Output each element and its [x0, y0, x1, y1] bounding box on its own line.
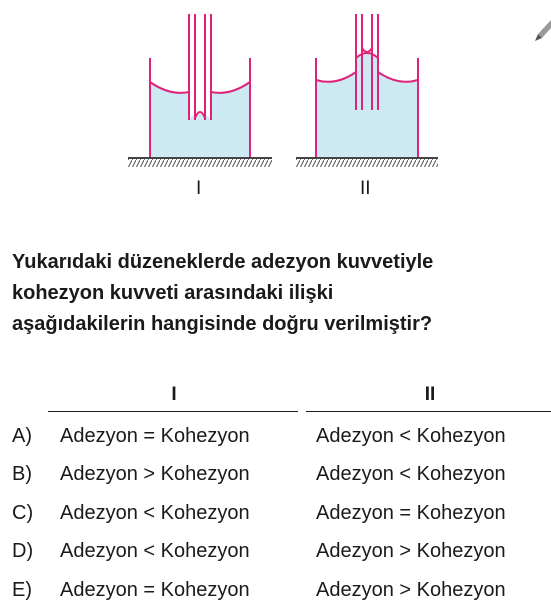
- question-text: [12, 247, 542, 340]
- option-value-ii: Adezyon > Kohezyon: [316, 579, 506, 601]
- setup-ii: [296, 14, 438, 167]
- pencil-icon: [535, 20, 551, 41]
- option-value-ii: Adezyon < Kohezyon: [316, 463, 506, 485]
- option-letter: B): [12, 463, 32, 485]
- question-line: kohezyon kuvveti arasındaki ilişki: [12, 282, 334, 304]
- question-line: Yukarıdaki düzeneklerde adezyon kuvvetiyle: [12, 251, 434, 273]
- option-value-i: Adezyon = Kohezyon: [60, 425, 250, 447]
- option-letter: C): [12, 502, 34, 524]
- question-line: aşağıdakilerin hangisinde doğru verilmiştir?: [12, 313, 433, 335]
- option-value-i: Adezyon < Kohezyon: [60, 540, 250, 562]
- capillary-figure: [0, 0, 551, 215]
- answer-option-a[interactable]: [0, 418, 551, 454]
- option-value-ii: Adezyon > Kohezyon: [316, 540, 506, 562]
- option-value-i: Adezyon = Kohezyon: [60, 579, 250, 601]
- option-letter: D): [12, 540, 34, 562]
- column-rule-ii: [306, 411, 551, 412]
- column-header-i: I: [171, 384, 177, 405]
- figure-label-ii: II: [360, 178, 371, 199]
- option-value-i: Adezyon < Kohezyon: [60, 502, 250, 524]
- option-value-i: Adezyon > Kohezyon: [60, 463, 250, 485]
- answer-option-d[interactable]: [0, 533, 551, 569]
- answer-option-c[interactable]: [0, 495, 551, 531]
- column-header-ii: II: [424, 384, 436, 405]
- answer-option-e[interactable]: [0, 572, 551, 608]
- option-letter: E): [12, 579, 32, 601]
- answer-option-b[interactable]: [0, 456, 551, 492]
- column-rule-i: [48, 411, 298, 412]
- option-value-ii: Adezyon < Kohezyon: [316, 425, 506, 447]
- setup-i: [128, 14, 272, 167]
- option-value-ii: Adezyon = Kohezyon: [316, 502, 506, 524]
- figure-label-i: I: [196, 178, 202, 199]
- option-letter: A): [12, 425, 32, 447]
- setup-ii-liquid: [316, 53, 418, 158]
